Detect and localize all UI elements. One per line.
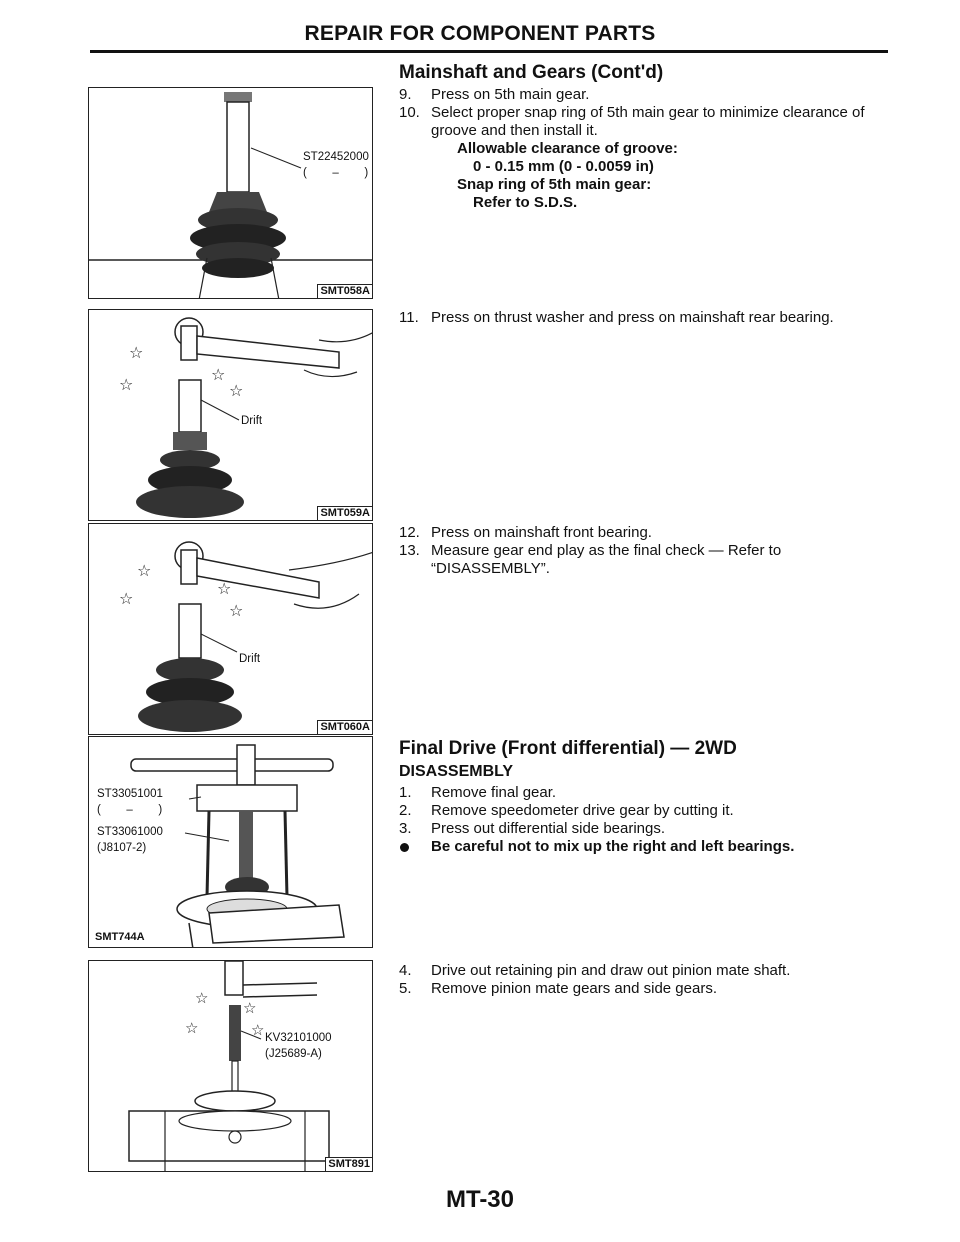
step-number: 4. [399, 962, 412, 979]
page-number: MT-30 [445, 1186, 514, 1213]
figure-front-bearing-press [88, 523, 373, 735]
tool-number-label: (J25689-A) [265, 1048, 322, 1060]
final-drive-section [399, 738, 899, 856]
figure-rear-bearing-press [88, 309, 373, 521]
tool-number-label: ST33051001 [97, 788, 163, 800]
section-title: Final Drive (Front differential) — 2WD [399, 738, 737, 759]
bullet-icon [400, 843, 409, 852]
step-3 [399, 820, 899, 838]
step-10 [399, 104, 899, 140]
drift-label: Drift [241, 415, 263, 427]
svg-text:☆: ☆ [195, 990, 209, 1007]
step-number: 1. [399, 784, 412, 801]
tool-number-label: ST33061000 [97, 826, 163, 838]
illustration-hammer-drift [89, 524, 373, 735]
step-text: Drive out retaining pin and draw out pinion mate shaft. [431, 962, 791, 979]
tool-number-label: (J8107-2) [97, 842, 147, 854]
step-text: Press on thrust washer and press on mainshaft rear bearing. [431, 309, 834, 326]
step-text: Press out differential side bearings. [431, 820, 666, 837]
illustration-hammer-drift [89, 310, 373, 521]
figure-retaining-pin [88, 960, 373, 1172]
step-number: 10. [399, 104, 420, 121]
mainshaft-section-upper [399, 62, 899, 212]
section-title: Mainshaft and Gears (Cont'd) [399, 62, 664, 83]
tool-number-label: KV32101000 [265, 1032, 332, 1044]
tool-number-label: ST22452000 [303, 151, 369, 163]
caution-text: Be careful not to mix up the right and left bearings. [431, 838, 795, 855]
step-11 [399, 309, 899, 327]
final-drive-steps-4-5 [399, 962, 899, 998]
step-12 [399, 524, 899, 542]
step-1 [399, 784, 899, 802]
figure-code: SMT891 [325, 1157, 372, 1171]
svg-text:☆: ☆ [129, 345, 144, 362]
step-13 [399, 542, 899, 578]
spec-value: 0 - 0.15 mm (0 - 0.0059 in) [473, 158, 654, 175]
step-number: 12. [399, 524, 420, 541]
section-subtitle: DISASSEMBLY [399, 763, 514, 780]
svg-text:☆: ☆ [251, 1022, 265, 1039]
svg-text:☆: ☆ [243, 1000, 257, 1017]
tool-number-label: ( – ) [97, 804, 163, 816]
header-rule [90, 50, 888, 53]
spec-label: Snap ring of 5th main gear: [457, 176, 652, 193]
step-text: Remove final gear. [431, 784, 557, 801]
mainshaft-section-steps12-13 [399, 524, 899, 578]
step-number: 11. [399, 309, 419, 326]
step-number: 13. [399, 542, 420, 559]
svg-text:☆: ☆ [119, 377, 134, 394]
mainshaft-section-step11 [399, 309, 899, 327]
step-5 [399, 980, 899, 998]
illustration-pin-punch [89, 961, 373, 1172]
step-number: 2. [399, 802, 412, 819]
svg-text:☆: ☆ [217, 581, 232, 598]
figure-code: SMT060A [317, 720, 372, 734]
step-9 [399, 86, 899, 104]
svg-text:☆: ☆ [229, 383, 244, 400]
figure-code: SMT059A [317, 506, 372, 520]
step-text: Measure gear end play as the final check — Refer to “DISASSEMBLY”. [431, 542, 782, 577]
spec-label: Allowable clearance of groove: [457, 140, 678, 157]
svg-text:☆: ☆ [137, 563, 152, 580]
svg-text:☆: ☆ [211, 367, 226, 384]
step-text: Remove pinion mate gears and side gears. [431, 980, 717, 997]
step-4 [399, 962, 899, 980]
drift-label: Drift [239, 653, 261, 665]
illustration-press-gear [89, 88, 373, 299]
figure-snap-ring-install [88, 87, 373, 299]
step-text: Select proper snap ring of 5th main gear to minimize clearance of groove and then install it. [431, 104, 865, 139]
figure-code: SMT744A [95, 931, 145, 943]
svg-text:☆: ☆ [229, 603, 244, 620]
figure-code: SMT058A [317, 284, 372, 298]
step-text: Press on mainshaft front bearing. [431, 524, 652, 541]
caution-note [399, 838, 899, 856]
step-text: Remove speedometer drive gear by cutting it. [431, 802, 734, 819]
page-header-title: REPAIR FOR COMPONENT PARTS [304, 22, 656, 45]
svg-text:☆: ☆ [119, 591, 134, 608]
spec-value: Refer to S.D.S. [473, 194, 578, 211]
tool-number-label: ( – ) [303, 167, 369, 179]
figure-side-bearing-puller [88, 736, 373, 948]
step-text: Press on 5th main gear. [431, 86, 590, 103]
svg-text:☆: ☆ [185, 1020, 199, 1037]
step-2 [399, 802, 899, 820]
step-number: 5. [399, 980, 412, 997]
step-number: 9. [399, 86, 412, 103]
step-number: 3. [399, 820, 412, 837]
